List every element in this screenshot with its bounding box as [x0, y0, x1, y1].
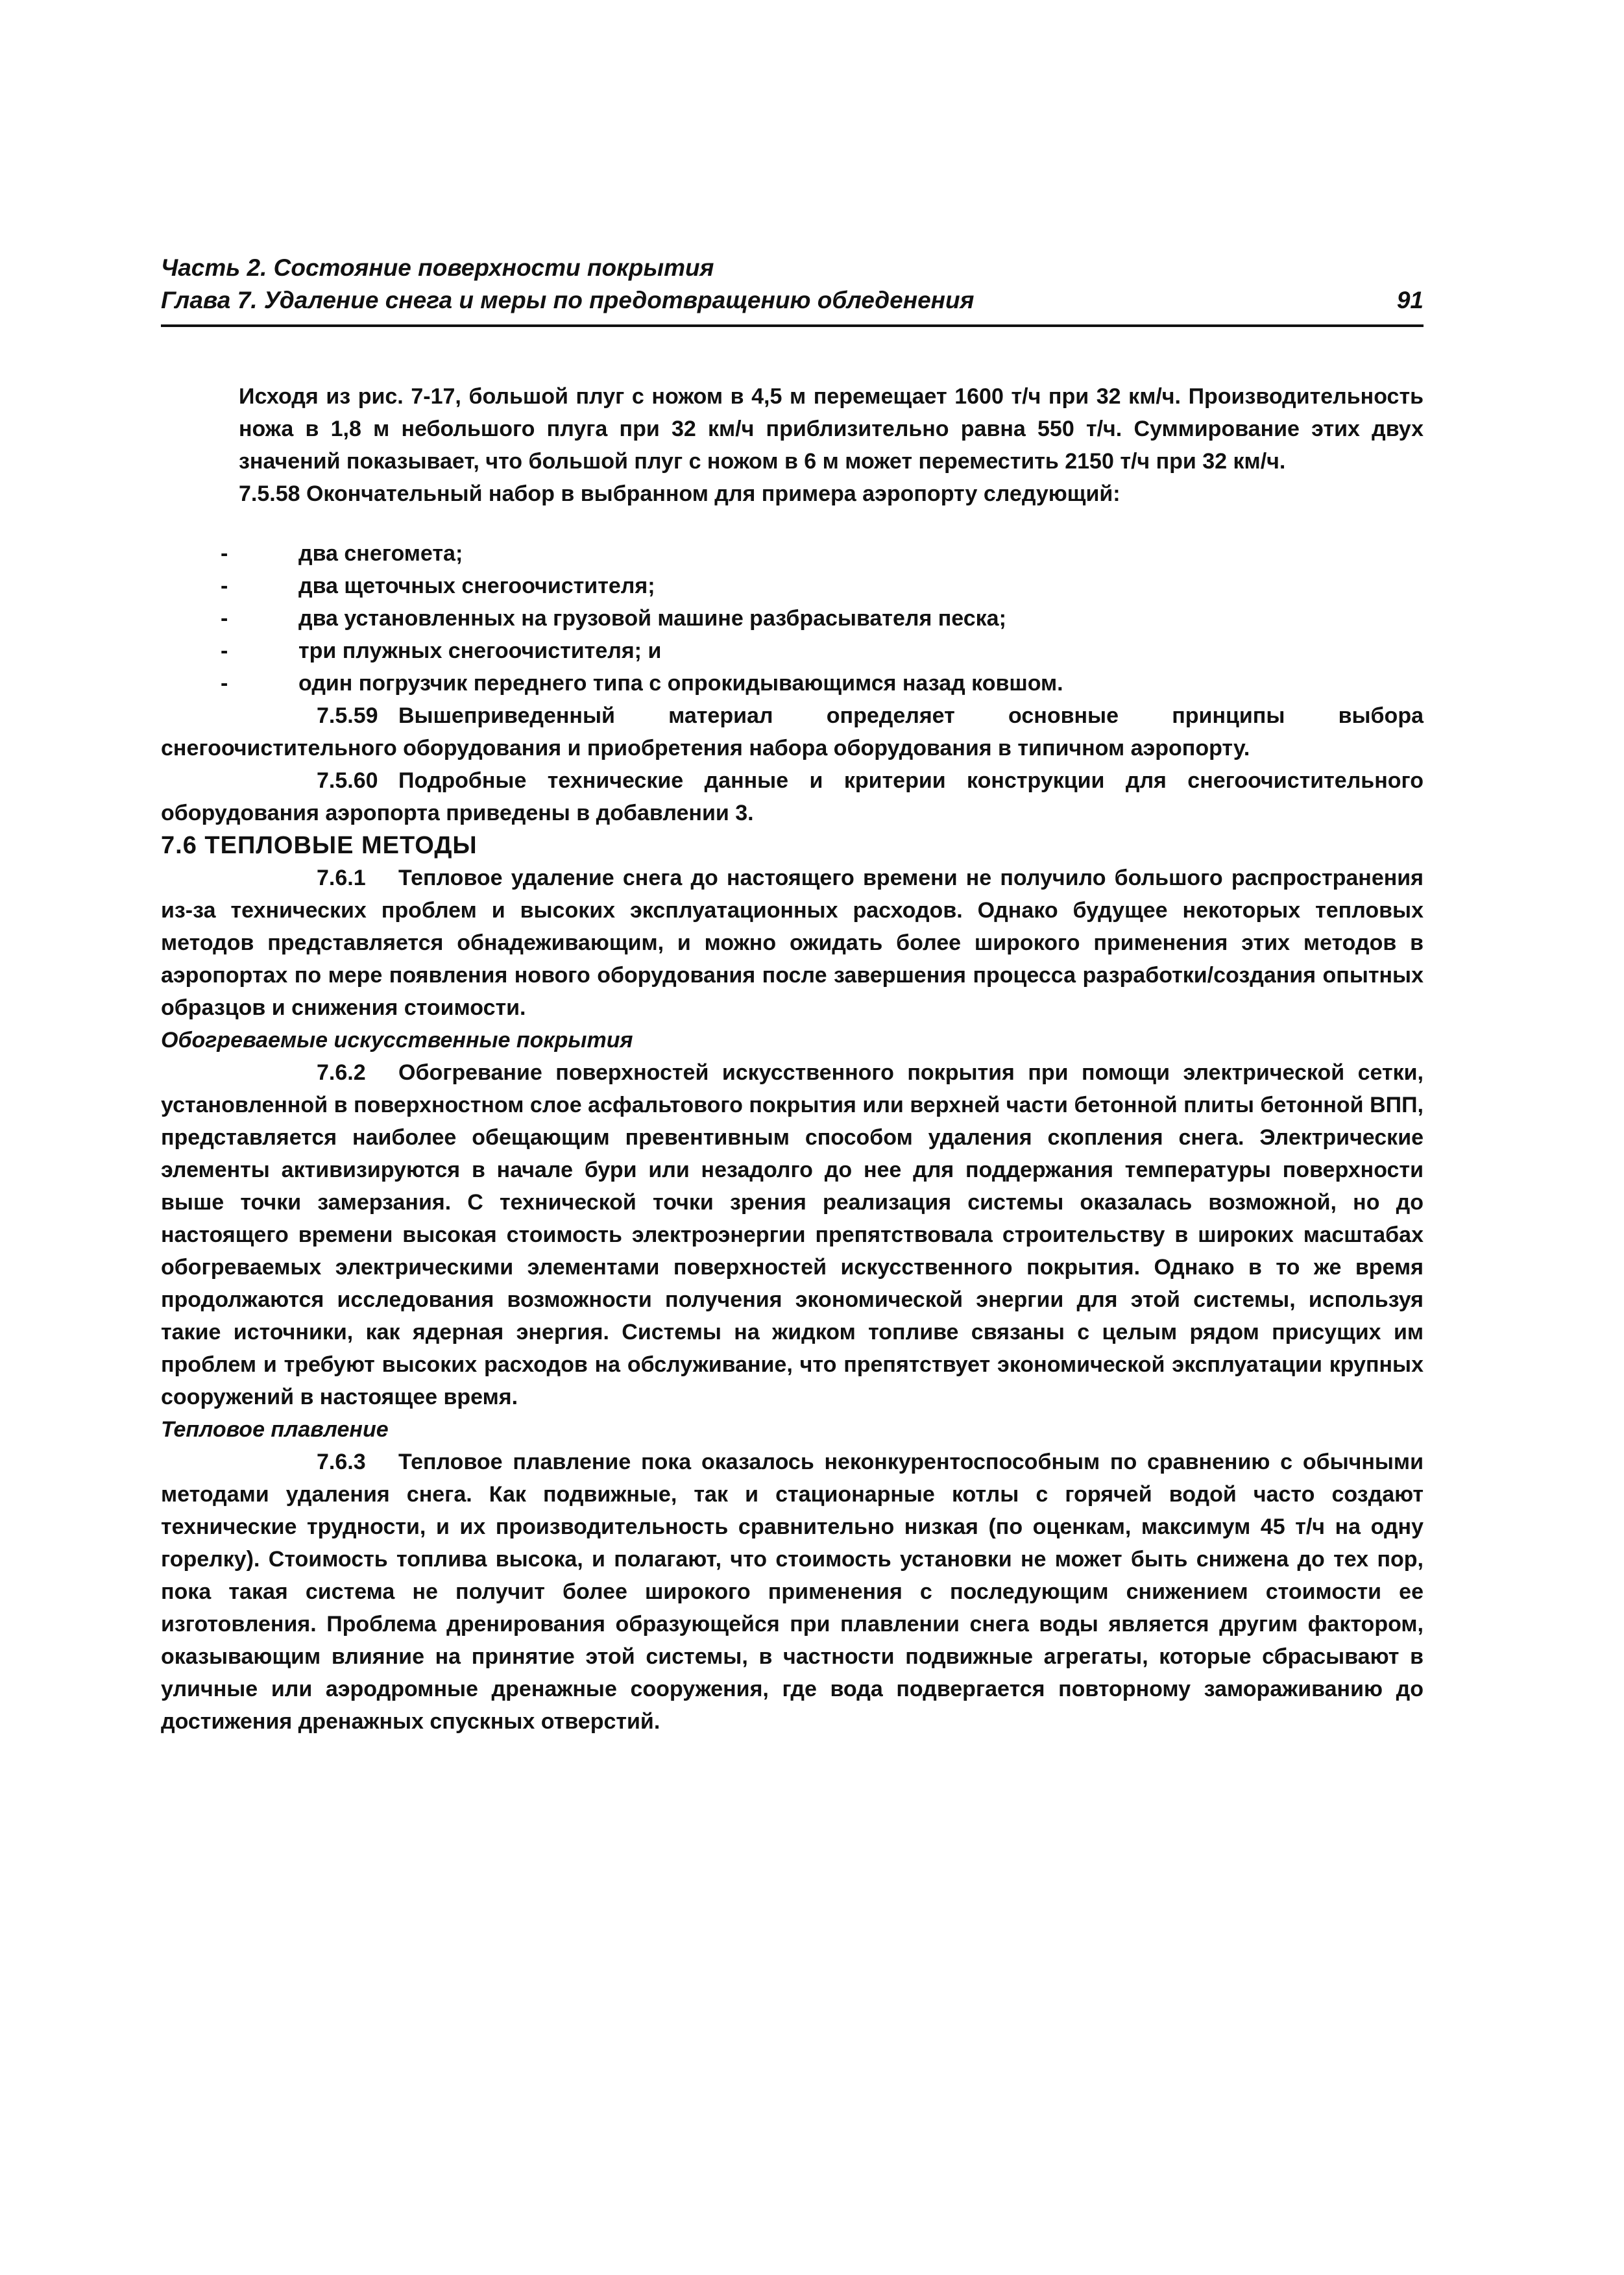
paragraph-7-6-2 — [161, 1056, 1424, 1413]
header-part: Часть 2. Состояние поверхности покрытия — [161, 254, 714, 281]
list-item — [161, 537, 1424, 570]
subheading-heated-pavements: Обогреваемые искусственные покрытия — [161, 1028, 633, 1052]
list-item — [161, 667, 1424, 700]
list-item-text: два щеточных снегоочистителя; — [298, 574, 655, 598]
paragraph-number: 7.6.3 — [317, 1450, 366, 1474]
paragraph-7-5-60 — [161, 764, 1424, 829]
header-rule — [161, 324, 1424, 327]
list-item — [161, 635, 1424, 667]
paragraph-text: Вышеприведенный материал определяет основные принципы выбора снегоочистительного оборудования и приобретения набора оборудования в типичном аэропорту. — [161, 703, 1424, 760]
list-dash: - — [221, 606, 228, 631]
list-item — [161, 570, 1424, 602]
paragraph-text: Тепловое плавление пока оказалось неконкурентоспособным по сравнению с обычными методами удаления снега. Как подвижные, так и стационарные котлы с горячей водой часто создают технические трудности, и их производительность сравнительно низкая (по оценкам, максимум 45 т/ч на одну горелку). Стоимость топлива высока, и полагают, что стоимость установки не может быть снижена до тех пор, пока такая система не получит более широкого применения с последующим снижением стоимости ее изготовления. Проблема дренирования образующейся при плавлении снега воды является другим фактором, оказывающим влияние на принятие этой системы, в частности подвижные агрегаты, которые сбрасывают в уличные или аэродромные дренажные сооружения, где вода подвергается повторному замораживанию до достижения дренажных спускных отверстий. — [161, 1450, 1424, 1734]
list-dash: - — [221, 671, 228, 696]
section-heading: 7.6 ТЕПЛОВЫЕ МЕТОДЫ — [161, 832, 478, 859]
paragraph-text: Подробные технические данные и критерии конструкции для снегоочистительного оборудования аэропорта приведены в добавлении 3. — [161, 768, 1424, 825]
page-number: 91 — [1396, 287, 1424, 313]
paragraph-7-5-59 — [161, 700, 1424, 764]
list-dash: - — [221, 639, 228, 663]
paragraph-number: 7.5.60 — [317, 768, 378, 793]
list-item-text: три плужных снегоочистителя; и — [298, 639, 662, 663]
list-dash: - — [221, 541, 228, 566]
paragraph-7-5-58: 7.5.58 Окончательный набор в выбранном для примера аэропорту следующий: — [239, 481, 1121, 506]
paragraph-7-6-1 — [161, 862, 1424, 1024]
list-item-text: два установленных на грузовой машине разбрасывателя песка; — [298, 606, 1006, 631]
list-dash: - — [221, 574, 228, 598]
list-item-text: два снегомета; — [298, 541, 463, 566]
running-header — [161, 252, 1424, 317]
paragraph-number: 7.6.2 — [317, 1060, 366, 1085]
paragraph-number: 7.6.1 — [317, 866, 366, 890]
paragraph-7-6-3 — [161, 1446, 1424, 1738]
paragraph-text: Обогревание поверхностей искусственного покрытия при помощи электрической сетки, установленной в поверхностном слое асфальтового покрытия или верхней части бетонной плиты бетонной ВПП, представляется наиболее обещающим превентивным способом удаления скопления снега. Электрические элементы активизируются в начале бури или незадолго до нее для поддержания температуры поверхности выше точки замерзания. С технической точки зрения реализация системы оказалась возможной, но до настоящего времени высокая стоимость электроэнергии препятствовала строительству в широких масштабах обогреваемых электрическими элементами поверхностей искусственного покрытия. Однако в то же время продолжаются исследования возможности получения экономической энергии для этой системы, используя такие источники, как ядерная энергия. Системы на жидком топливе связаны с целым рядом присущих им проблем и требуют высоких расходов на обслуживание, что препятствует экономической эксплуатации крупных сооружений в настоящее время. — [161, 1060, 1424, 1409]
intro-paragraph: Исходя из рис. 7-17, большой плуг с ножом в 4,5 м перемещает 1600 т/ч при 32 км/ч. Производительность ножа в 1,8 м небольшого плуга при 32 км/ч приблизительно равна 550 т/ч. Суммирование этих двух значений показывает, что большой плуг с ножом в 6 м может переместить 2150 т/ч при 32 км/ч. — [239, 384, 1424, 474]
list-item — [161, 602, 1424, 635]
header-chapter: Глава 7. Удаление снега и меры по предотвращению обледенения — [161, 287, 975, 313]
paragraph-number: 7.5.59 — [317, 703, 378, 728]
list-item-text: один погрузчик переднего типа с опрокидывающимся назад ковшом. — [298, 671, 1063, 696]
paragraph-text: Тепловое удаление снега до настоящего времени не получило большого распространения из-за технических проблем и высоких эксплуатационных расходов. Однако будущее некоторых тепловых методов представляется обнадеживающим, и можно ожидать более широкого применения этих методов в аэропортах по мере появления нового оборудования после завершения процесса разработки/создания опытных образцов и снижения стоимости. — [161, 866, 1424, 1020]
page-body — [161, 380, 1424, 1738]
subheading-thermal-melting: Тепловое плавление — [161, 1417, 389, 1442]
equipment-list — [161, 537, 1424, 700]
